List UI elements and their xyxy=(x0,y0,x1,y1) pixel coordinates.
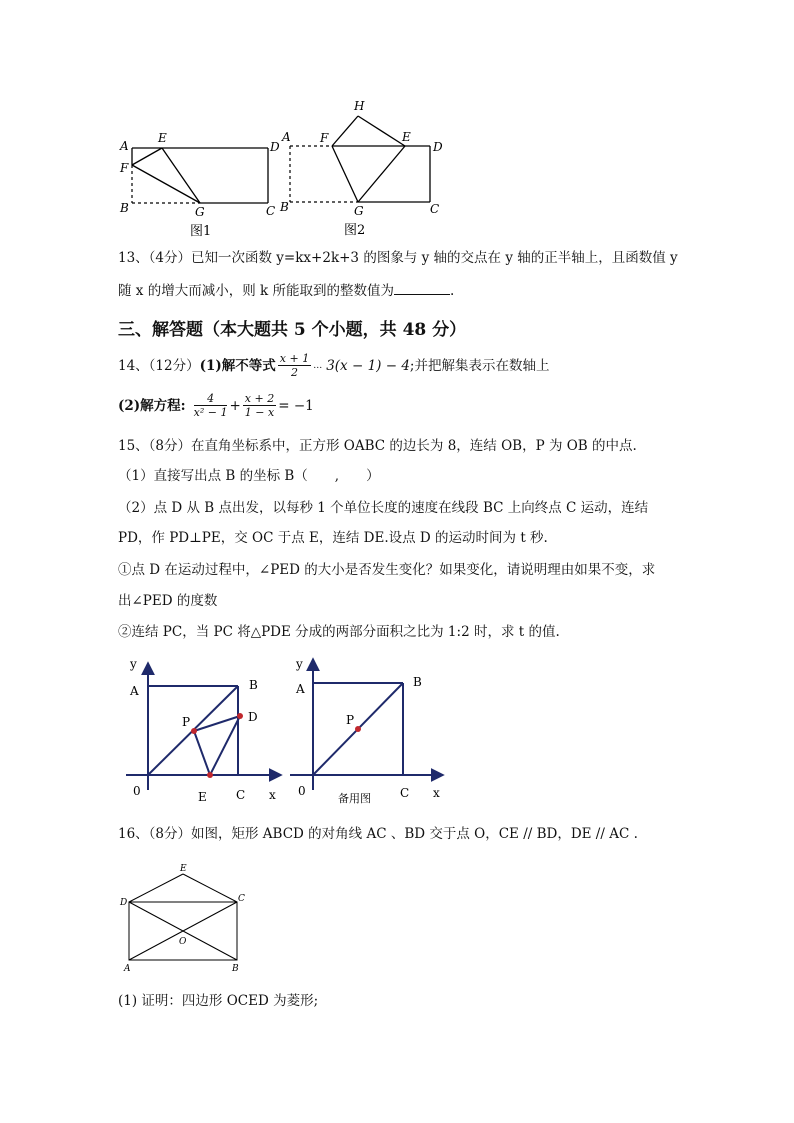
fig1-label-D: D xyxy=(270,140,280,154)
graph1-label-A: A xyxy=(130,684,139,698)
q15-line4: PD，作 PD⊥PE，交 OC 于点 E，连结 DE.设点 D 的运动时间为 t 秒. xyxy=(118,530,548,546)
graph2-label-x: x xyxy=(433,786,440,800)
fig16-label-C: C xyxy=(238,894,245,904)
fig16-label-D: D xyxy=(120,898,128,908)
fig16-label-A: A xyxy=(124,964,131,974)
q16-line1: 16、（8分）如图，矩形 ABCD 的对角线 AC 、BD 交于点 O，CE // BD，DE // AC . xyxy=(118,826,638,842)
graph1-label-D: D xyxy=(248,710,258,724)
q14-part1-tail: ;并把解集表示在数轴上 xyxy=(409,357,550,374)
section-3-title: 三、解答题（本大题共 5 个小题，共 48 分） xyxy=(118,320,467,340)
q14-part1-rhs: 3(x − 1) − 4 xyxy=(326,357,410,374)
fig16-label-E: E xyxy=(180,864,187,874)
graph2-label-A: A xyxy=(296,682,305,696)
q15-line3: （2）点 D 从 B 点出发，以每秒 1 个单位长度的速度在线段 BC 上向终点 C 运动，连结 xyxy=(118,500,649,516)
q15-line6: 出∠PED 的度数 xyxy=(118,593,218,609)
graph1-label-P: P xyxy=(182,715,191,729)
fig2-label-D: D xyxy=(433,140,443,154)
q15-line7: ②连结 PC，当 PC 将△PDE 分成的两部分面积之比为 1:2 时，求 t 的值. xyxy=(118,624,560,640)
graph2-label-B: B xyxy=(413,675,422,689)
q15-line1: 15、（8分）在直角坐标系中，正方形 OABC 的边长为 8，连结 OB，P 为 OB 的中点. xyxy=(118,438,637,454)
q14-part2-f1-num: 4 xyxy=(194,392,228,406)
fig2-label-E: E xyxy=(402,130,411,144)
fig2-label-F: F xyxy=(320,131,329,145)
fig16-label-B: B xyxy=(232,964,239,974)
fig1-label-A: A xyxy=(120,139,129,153)
q13-line1: 13、（4分）已知一次函数 y=kx+2k+3 的图象与 y 轴的交点在 y 轴的正半轴上，且函数值 y xyxy=(118,250,678,266)
q15-line2: （1）直接写出点 B 的坐标 B（ , ） xyxy=(118,468,380,484)
q14-part2-f2-den: 1 − x xyxy=(244,406,275,419)
fig16-label-O: O xyxy=(179,937,187,947)
graph2-caption: 备用图 xyxy=(338,792,371,805)
graph1-label-B: B xyxy=(249,678,258,692)
fig2-label-B: B xyxy=(280,200,289,214)
graph1-label-O: 0 xyxy=(133,784,141,798)
fig2-label-A: A xyxy=(282,130,291,144)
graph2-label-C: C xyxy=(400,786,410,800)
q14-part1-relation: … xyxy=(313,360,323,371)
q13-line2-end: . xyxy=(449,283,455,299)
graph2-label-y: y xyxy=(296,657,303,671)
fig16-edge-DE xyxy=(129,874,183,902)
fig16-edge-EC xyxy=(183,874,237,902)
q15-line5: ①点 D 在运动过程中，∠PED 的大小是否发生变化？如果变化，请说明理由如果不变，求 xyxy=(118,562,656,578)
q14-part2-f1-den: x² − 1 xyxy=(193,406,228,419)
graph1-label-x: x xyxy=(269,788,276,802)
q13-line2-text: 随 x 的增大而减小，则 k 所能取到的整数值为 xyxy=(118,283,394,299)
q16-part1: (1) 证明：四边形 OCED 为菱形; xyxy=(118,993,319,1009)
fig1-label-F: F xyxy=(120,161,129,175)
graph2-label-P: P xyxy=(346,713,355,727)
graph1-label-E: E xyxy=(198,790,207,804)
q14-part2-f2-num: x + 2 xyxy=(244,392,275,405)
q14-part1-label: (1)解不等式 xyxy=(199,357,276,374)
q14-part1-frac-den: 2 xyxy=(290,366,298,379)
q14-part1-frac-num: x + 1 xyxy=(279,352,310,365)
fig1-label-E: E xyxy=(158,131,167,145)
q14-prefix: 14、（12分） xyxy=(118,357,200,374)
fig1-label-C: C xyxy=(266,204,276,218)
fig2-caption: 图2 xyxy=(344,223,366,238)
fig1-label-G: G xyxy=(195,205,205,219)
q14-part2-rhs: = −1 xyxy=(278,397,314,414)
graph1-label-C: C xyxy=(236,788,246,802)
fig2-label-C: C xyxy=(430,202,440,216)
fig2-label-H: H xyxy=(354,99,365,113)
fig1-caption: 图1 xyxy=(190,224,212,239)
graph2-label-O: 0 xyxy=(298,784,306,798)
q14-part2-label: (2)解方程: xyxy=(118,397,186,414)
q14-part2-plus: + xyxy=(229,397,241,414)
fig2-label-G: G xyxy=(354,204,364,218)
fig1-label-B: B xyxy=(120,201,129,215)
graph1-label-y: y xyxy=(130,657,137,671)
